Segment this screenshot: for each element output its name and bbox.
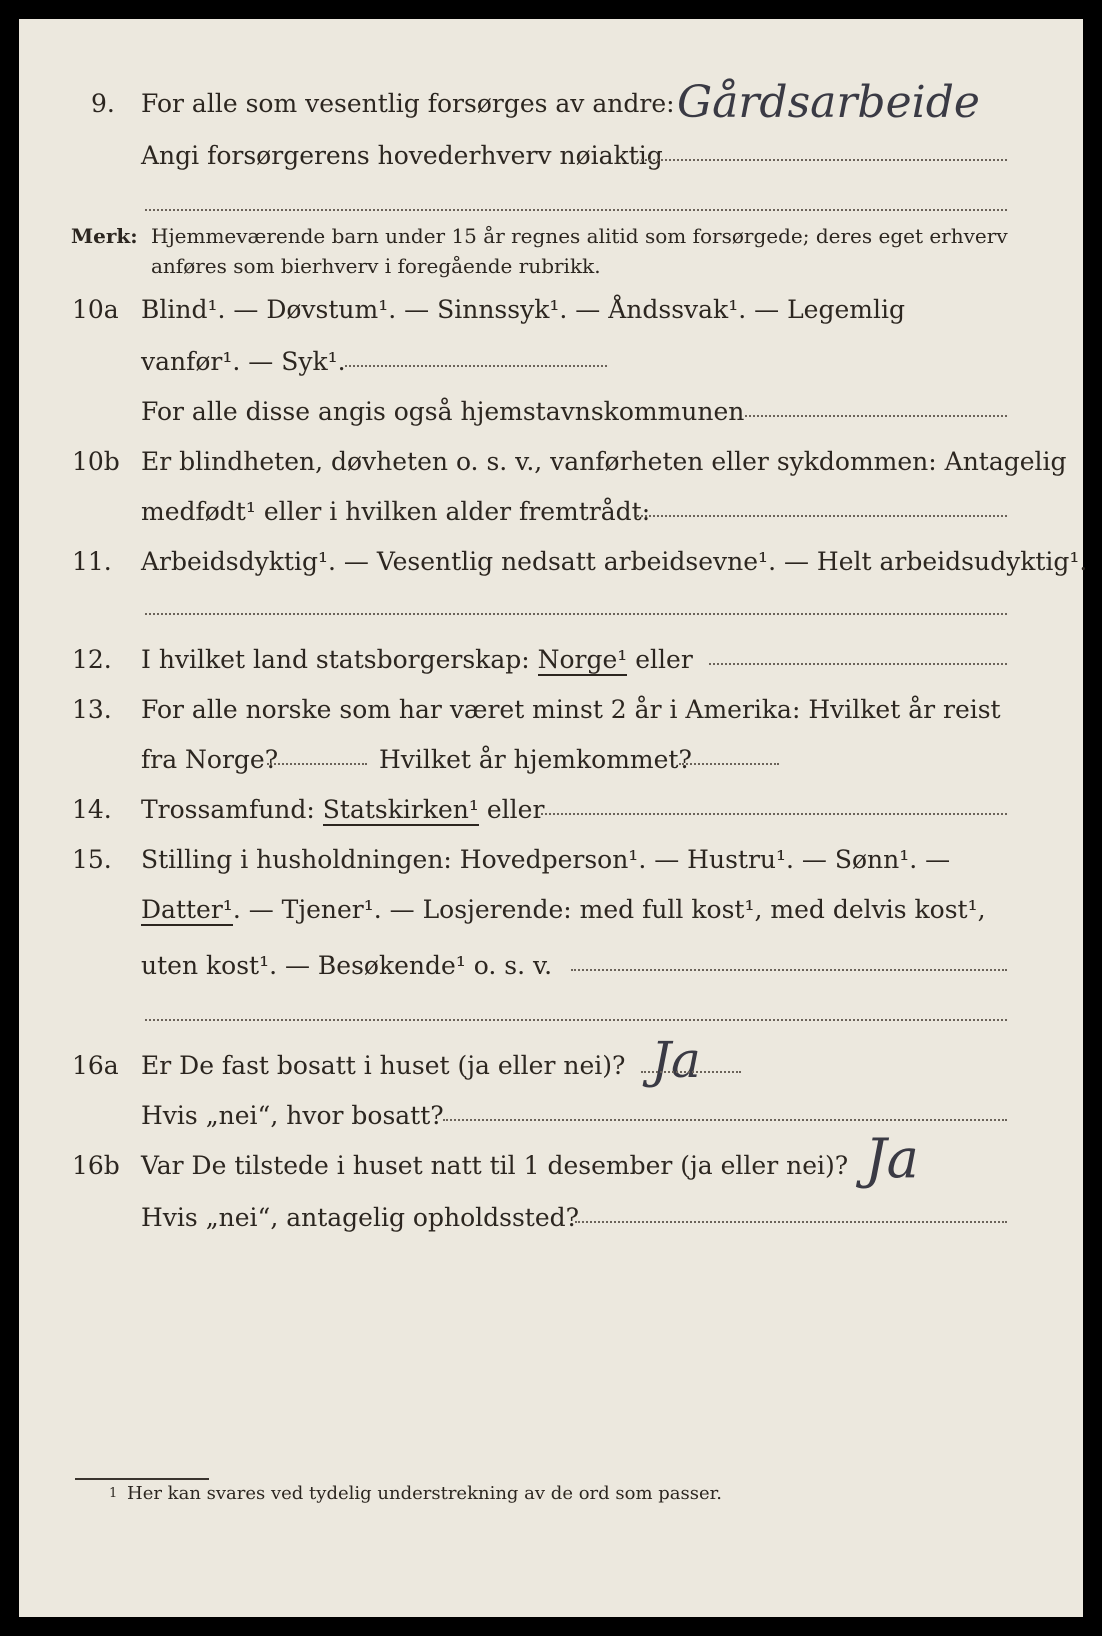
- question-text: For alle disse angis også hjemstavnskommunen: [141, 397, 745, 426]
- question-text: I hvilket land statsborgerskap:: [141, 645, 530, 674]
- answer-line[interactable]: [571, 969, 1007, 971]
- answer-line[interactable]: [575, 1221, 1007, 1223]
- footnote-rule: [75, 1478, 209, 1480]
- question-number: 9.: [91, 89, 115, 118]
- question-text: medfødt¹ eller i hvilken alder fremtrådt:: [141, 497, 651, 526]
- note-text: anføres som bierhverv i foregående rubrikk.: [151, 254, 601, 278]
- question-text: For alle norske som har været minst 2 år i Amerika: Hvilket år reist: [141, 695, 1001, 724]
- answer-line[interactable]: [637, 515, 1007, 517]
- question-text: Hvilket år hjemkommet?: [379, 745, 692, 774]
- question-text: For alle som vesentlig forsørges av andre:: [141, 89, 675, 118]
- question-text: fra Norge?: [141, 745, 279, 774]
- note-label: Merk:: [71, 224, 138, 248]
- question-number: 16a: [72, 1051, 119, 1080]
- question-text: Hvis „nei“, hvor bosatt?: [141, 1101, 444, 1130]
- question-text: Stilling i husholdningen: Hovedperson¹. — Hustru¹. — Sønn¹. —: [141, 845, 951, 874]
- answer-line[interactable]: [679, 763, 779, 765]
- question-text: uten kost¹. — Besøkende¹ o. s. v.: [141, 951, 553, 980]
- answer-line[interactable]: [145, 613, 1007, 615]
- answer-line[interactable]: [345, 365, 607, 367]
- question-text-group: [141, 645, 693, 674]
- answer-line[interactable]: [541, 813, 1007, 815]
- underlined-answer: Norge¹: [537, 645, 628, 674]
- question-text: Er blindheten, døvheten o. s. v., vanførheten eller sykdommen: Antagelig: [141, 447, 1067, 476]
- note-text: Hjemmeværende barn under 15 år regnes alitid som forsørgede; deres eget erhverv: [151, 224, 1008, 248]
- question-text-group: [141, 795, 544, 824]
- underlined-answer: Datter¹: [141, 895, 233, 924]
- question-number: 14.: [72, 795, 112, 824]
- handwritten-answer: Ja: [865, 1127, 919, 1190]
- question-number: 11.: [72, 547, 112, 576]
- answer-line[interactable]: [443, 1119, 1007, 1121]
- question-text: Blind¹. — Døvstum¹. — Sinnssyk¹. — Åndssvak¹. — Legemlig: [141, 295, 905, 324]
- answer-line[interactable]: [637, 159, 1007, 161]
- question-number: 13.: [72, 695, 112, 724]
- underlined-answer: Statskirken¹: [322, 795, 479, 824]
- answer-line[interactable]: [641, 1071, 741, 1073]
- question-text: Er De fast bosatt i huset (ja eller nei)?: [141, 1051, 626, 1080]
- question-number: 10a: [72, 295, 119, 324]
- handwritten-answer: Ja: [651, 1031, 701, 1089]
- question-text-group: [141, 895, 986, 924]
- question-text: Angi forsørgerens hovederhverv nøiaktig: [141, 141, 663, 170]
- question-text: eller: [486, 795, 545, 824]
- question-text: . — Tjener¹. — Losjerende: med full kost¹, med delvis kost¹,: [232, 895, 986, 924]
- question-number: 15.: [72, 845, 112, 874]
- question-text: Trossamfund:: [141, 795, 315, 824]
- question-text: vanfør¹. — Syk¹.: [141, 347, 346, 376]
- answer-line[interactable]: [709, 663, 1007, 665]
- question-text: Hvis „nei“, antagelig opholdssted?: [141, 1203, 580, 1232]
- question-text: Var De tilstede i huset natt til 1 desember (ja eller nei)?: [141, 1151, 849, 1180]
- question-number: 16b: [72, 1151, 120, 1180]
- question-text: Arbeidsdyktig¹. — Vesentlig nedsatt arbeidsevne¹. — Helt arbeidsudyktig¹.: [141, 547, 1088, 576]
- question-number: 12.: [72, 645, 112, 674]
- question-number: 10b: [72, 447, 120, 476]
- census-form-page: [19, 19, 1088, 1617]
- handwritten-answer: Gårdsarbeide: [677, 77, 980, 128]
- footnote-mark: 1: [109, 1486, 118, 1501]
- answer-line[interactable]: [145, 1019, 1007, 1021]
- answer-line[interactable]: [745, 415, 1007, 417]
- question-text: eller: [635, 645, 693, 674]
- footnote-text: Her kan svares ved tydelig understrekning av de ord som passer.: [127, 1483, 722, 1504]
- answer-line[interactable]: [267, 763, 367, 765]
- answer-line[interactable]: [145, 209, 1007, 211]
